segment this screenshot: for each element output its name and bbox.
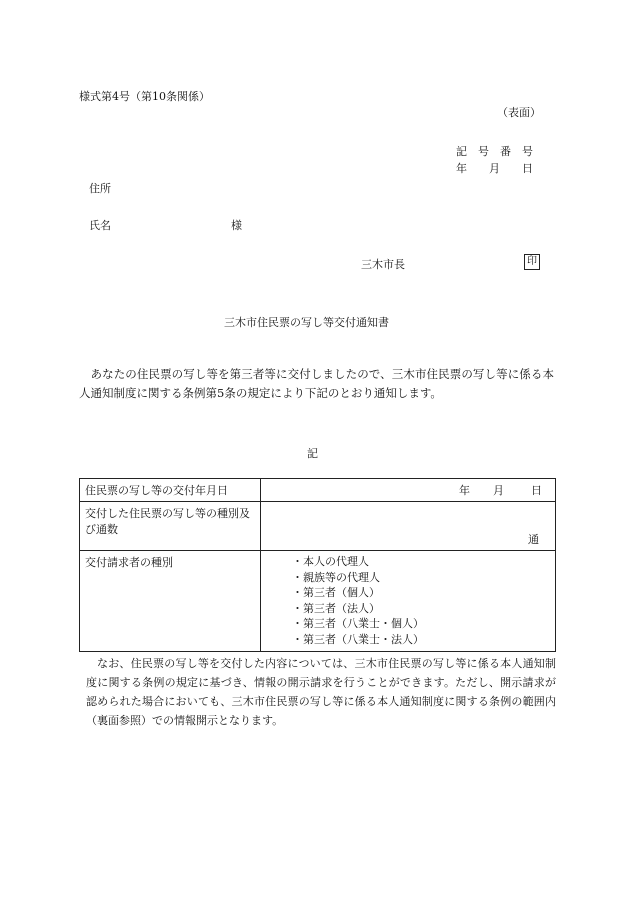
day-label: 日 — [531, 484, 542, 497]
seal-mark: 印 — [524, 254, 540, 270]
reference-number: 記 号 番 号 — [456, 145, 533, 158]
form-number: 様式第4号（第10条関係） — [79, 90, 210, 103]
type-count-value — [261, 502, 556, 551]
table-row — [80, 551, 556, 652]
issuer-title: 三木市長 — [361, 258, 405, 271]
table-row — [80, 479, 556, 502]
header-date: 年 月 日 — [456, 162, 533, 175]
requester-type-label: 交付請求者の種別 — [80, 551, 261, 652]
type-count-label: 交付した住民票の写し等の種別及び通数 — [80, 502, 261, 551]
list-item: ・第三者（法人） — [292, 601, 380, 615]
list-item: ・第三者（個人） — [292, 586, 380, 600]
list-item: ・第三者（八業士・法人） — [292, 632, 424, 646]
month-label: 月 — [493, 484, 504, 497]
ki-heading: 記 — [307, 447, 318, 460]
honorific: 様 — [231, 219, 242, 232]
body-paragraph: あなたの住民票の写し等を第三者等に交付しましたので、三木市住民票の写し等に係る本人通知制度に関する条例第5条の規定により下記のとおり通知します。 — [79, 367, 554, 400]
list-item: ・本人の代理人 — [292, 555, 369, 568]
table-row — [80, 502, 556, 551]
side-label: （表面） — [497, 106, 541, 119]
year-label: 年 — [459, 484, 470, 497]
issue-date-label: 住民票の写し等の交付年月日 — [80, 479, 261, 502]
document-title: 三木市住民票の写し等交付通知書 — [224, 316, 389, 329]
requester-type-options — [261, 551, 556, 652]
info-table — [79, 478, 556, 652]
note-paragraph: なお、住民票の写し等を交付した内容については、三木市住民票の写し等に係る本人通知制度に関する条例の規定に基づき、情報の開示請求を行うことができます。ただし、開示請求が認められた場合においても、三木市住民票の写し等に係る本人通知制度に関する条例の範囲内（裏面参照）での情報開示となります。 — [86, 657, 556, 727]
issue-date-value — [261, 479, 556, 502]
count-unit: 通 — [528, 533, 539, 546]
name-label: 氏名 — [89, 219, 111, 232]
list-item: ・親族等の代理人 — [292, 570, 380, 584]
list-item: ・第三者（八業士・個人） — [292, 617, 424, 631]
address-label: 住所 — [89, 182, 111, 195]
